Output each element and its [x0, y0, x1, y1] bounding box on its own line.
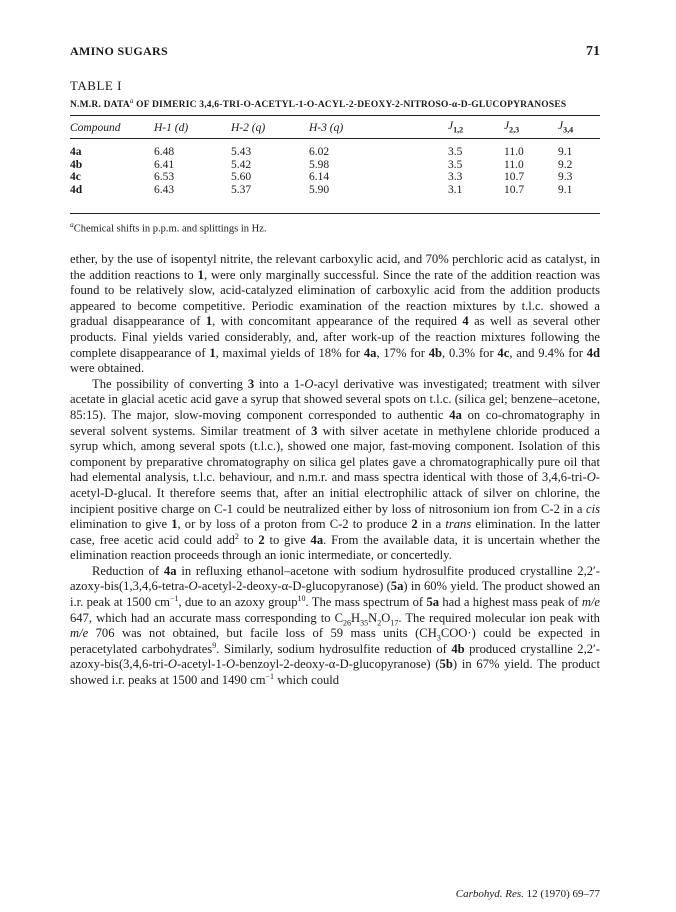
table-row	[70, 171, 600, 184]
footnote-mark: a	[70, 220, 74, 229]
reference-mark: 10	[297, 593, 306, 603]
table-cell: 4a	[70, 146, 82, 158]
subscript: 3	[436, 633, 441, 643]
compound-ref: 1	[171, 517, 178, 532]
text-run: in a	[417, 517, 446, 532]
column-header: H-1 (d)	[154, 121, 189, 134]
compound-ref: 1	[205, 314, 213, 329]
table-cell: 5.43	[231, 146, 252, 158]
table-footnote	[70, 220, 267, 235]
text-run: . From the available data, it is uncertain whether the elimination reaction proceeds through an ionic intermediate, or concertedly.	[70, 532, 600, 563]
subscript: 35	[360, 618, 369, 628]
table-cell: 6.43	[154, 183, 175, 196]
text-run: -glucopyranose) (	[348, 657, 440, 672]
compound-ref: 5a	[390, 579, 404, 594]
text-run: ether, by the use of isopentyl nitrite, the relevant carboxylic acid, and 70% perchloric acid as catalyst, in the addition reactions to	[70, 252, 600, 282]
text-run: had a highest mass peak of	[439, 595, 582, 610]
table-caption	[70, 97, 566, 110]
table-cell: 9.3	[558, 171, 573, 183]
italic-term: cis	[586, 501, 600, 516]
text-run: . The mass spectrum of	[305, 595, 427, 610]
table-cell: 11.0	[504, 158, 524, 171]
table-caption-note-mark: a	[129, 97, 134, 105]
italic-o: O	[304, 376, 314, 391]
subscript: 26	[343, 618, 352, 628]
text-run: Reduction of	[92, 563, 164, 578]
journal-citation	[456, 888, 600, 900]
text-run: , with concomitant appearance of the required	[212, 314, 463, 329]
table-row	[70, 137, 600, 159]
paragraph-1	[70, 252, 600, 377]
j-subscript: 3,4	[563, 125, 574, 135]
table-cell: 10.7	[504, 171, 525, 183]
compound-ref: 2	[258, 532, 265, 547]
text-run: , were only marginally successful. Since the rate of the addition reaction was found to be relatively slow, acid-catalyzed elimination of carboxylic acid from the addition products appeared to become competitive. Periodic examination of the reaction mixtures by t.l.c. showed a gradual disappearance of	[70, 267, 600, 329]
compound-ref: 1	[197, 267, 204, 282]
j-subscript: 2,3	[509, 125, 520, 135]
compound-ref: 4b	[428, 345, 443, 360]
small-caps-d: D	[104, 485, 114, 500]
table-cell: 9.1	[558, 183, 573, 196]
footnote-text: Chemical shifts in p.p.m. and splittings in Hz.	[73, 223, 267, 235]
column-header: H-2 (q)	[231, 121, 266, 134]
italic-term: m/e	[70, 626, 89, 641]
text-run: COO·) could be expected in peracetylated carbohydrates	[70, 626, 601, 656]
nmr-data-table	[70, 118, 600, 196]
running-title: AMINO SUGARS	[70, 44, 168, 58]
body-text	[70, 252, 600, 689]
table-cell: 4d	[70, 183, 83, 196]
italic-o: O	[225, 657, 236, 672]
table-cell: 10.7	[504, 183, 525, 196]
text-run: 706 was not obtained, but facile loss of 59 mass units (CH	[88, 626, 437, 641]
compound-ref: 5b	[439, 657, 453, 672]
table-cell: 6.02	[309, 146, 330, 158]
table-cell: 3.5	[448, 158, 463, 171]
table-cell: 3.3	[448, 171, 463, 183]
subscript: 17	[390, 618, 399, 628]
running-head	[70, 44, 600, 64]
superscript: −1	[169, 593, 179, 603]
table-bottom-rule	[70, 213, 600, 214]
text-run: H	[351, 610, 361, 625]
superscript: −1	[265, 671, 275, 681]
italic-term: m/e	[581, 595, 600, 610]
compound-ref: 4c	[497, 345, 510, 360]
table-cell: 6.14	[309, 171, 330, 183]
column-header-j23	[504, 118, 558, 137]
table-row	[70, 184, 600, 197]
text-run: elimination to give	[70, 517, 172, 532]
compound-ref: 4a	[363, 345, 377, 360]
text-run: The possibility of converting	[92, 376, 248, 391]
small-caps-d: D	[339, 657, 349, 672]
table-cell: 5.37	[231, 183, 252, 196]
table-caption-title: OF DIMERIC 3,4,6-TRI-O-ACETYL-1-O-ACYL-2-DEOXY-2-NITROSO-α-D-GLUCOPYRANOSES	[133, 100, 567, 111]
text-run: produced crystalline 2,2′-azoxy-bis(3,4,6-tri-	[70, 641, 600, 672]
column-header-j12	[448, 118, 504, 137]
text-run: -benzoyl-2-deoxy-α-	[235, 657, 340, 672]
text-run: -acyl derivative was investigated; treatment with silver acetate in glacial acetic acid gave a syrup that showed several spots on t.l.c. (silica gel; benzene–acetone, 85:15). The major, slow-moving component corresponded to authentic	[70, 376, 600, 422]
column-header-j34	[558, 118, 600, 137]
j-subscript: 1,2	[453, 125, 464, 135]
table-cell: 4c	[70, 171, 81, 183]
journal-name: Carbohyd. Res.	[455, 888, 524, 900]
text-run: -glucal. It therefore seems that, after an initial electrophilic attack of silver on chlorine, the incipient positive charge on C-1 could be neutralized either by loss of nitrosonium ion from C-2 in a	[70, 485, 600, 516]
table-top-rule	[70, 115, 600, 116]
text-run: 647, which had an accurate mass corresponding to C	[70, 610, 344, 625]
compound-ref: 4	[462, 314, 469, 329]
text-run: -acetyl-1-	[177, 657, 226, 672]
compound-ref: 4a	[449, 407, 462, 422]
text-run: O	[381, 610, 391, 625]
italic-o: O	[167, 657, 178, 672]
text-run: in refluxing ethanol–acetone with sodium hydrosulfite produced crystalline 2,2′-azoxy-bis(1,3,4,6-tetra-	[70, 563, 600, 594]
table-cell: 5.90	[309, 183, 330, 196]
text-run: to give	[264, 532, 311, 547]
text-run: . The required molecular ion peak with	[398, 610, 600, 625]
paragraph-2	[70, 377, 600, 564]
compound-ref: 1	[209, 345, 216, 360]
journal-volume: 12 (1970) 69–77	[526, 888, 600, 900]
text-run: , due to an azoxy group	[178, 595, 298, 610]
text-run: . Similarly, sodium hydrosulfite reduction of	[216, 641, 452, 656]
text-run: on co-chromatography in several solvent systems. Similar treatment of	[70, 407, 600, 438]
table-cell: 5.98	[309, 158, 330, 171]
compound-ref: 5a	[426, 595, 440, 610]
reference-mark: 9	[212, 640, 217, 650]
table-header-row	[70, 118, 600, 137]
text-run: , and 9.4% for	[509, 345, 587, 360]
text-run: -acetyl-	[70, 470, 600, 500]
small-caps-d: D	[292, 579, 302, 594]
text-run: , 0.3% for	[442, 345, 498, 360]
table-cell: 6.48	[154, 146, 175, 158]
table-cell: 9.1	[558, 146, 573, 158]
page-number: 71	[586, 44, 600, 59]
table-cell: 5.60	[231, 171, 252, 183]
italic-term: trans	[445, 517, 472, 532]
compound-ref: 4a	[163, 563, 177, 578]
table-cell: 3.5	[448, 146, 463, 158]
table-cell: 11.0	[504, 146, 524, 158]
compound-ref: 3	[247, 376, 255, 391]
italic-o: O	[188, 579, 198, 594]
table-cell: 6.53	[154, 171, 175, 183]
compound-ref: 2	[411, 517, 418, 532]
j-symbol: J	[504, 120, 510, 133]
text-run: , or by loss of a proton from C-2 to produce	[177, 517, 412, 532]
table-label: TABLE I	[70, 78, 122, 93]
table-cell: 9.2	[558, 158, 573, 171]
paragraph-3	[70, 564, 600, 689]
text-run: elimination. In the latter case, free acetic acid could add	[70, 517, 600, 547]
compound-ref: 4d	[586, 345, 600, 360]
text-run: , 17% for	[376, 345, 429, 360]
italic-o: O	[586, 470, 596, 485]
table-caption-lead: N.M.R. DATA	[70, 100, 130, 111]
j-symbol: J	[558, 120, 564, 133]
compound-ref: 4a	[310, 532, 324, 547]
text-run: -acetyl-2-deoxy-α-	[197, 579, 293, 594]
table-cell: 4b	[70, 158, 83, 171]
compound-ref: 4b	[451, 641, 465, 656]
column-header: Compound	[70, 121, 121, 134]
text-run: into a 1-	[254, 376, 305, 391]
text-run: ) in 60% yield. The product showed an i.r. peak at 1500 cm	[70, 579, 600, 610]
text-run: , maximal yields of 18% for	[215, 345, 364, 360]
table-cell: 5.42	[231, 158, 252, 171]
j-symbol: J	[448, 120, 454, 133]
text-run: with silver acetate in methylene chloride produced a syrup which, among several spots (t.l.c.), showed one major, fast-moving component. Isolation of this component by preparative chromatography on silica gel plates gave a chromatographically pure oil that had elemental analysis, t.l.c. behaviour, and n.m.r. and mass spectra identical with those of 3,4,6-tri-	[70, 423, 600, 485]
text-run: -glucopyranose) (	[301, 579, 391, 594]
text-run: as well as several other products. Final yields varied considerably, and, after work-up of the reaction mixtures following the complete disappearance of	[70, 314, 600, 360]
text-run: N	[368, 610, 378, 625]
text-run: which could	[274, 673, 340, 688]
subscript: 2	[377, 618, 382, 628]
reference-mark: 2	[234, 531, 239, 541]
table-cell: 6.41	[154, 158, 175, 171]
table-cell: 3.1	[448, 183, 463, 196]
table-row	[70, 159, 600, 172]
compound-ref: 3	[311, 423, 318, 438]
text-run: ) in 67% yield. The product showed i.r. peaks at 1500 and 1490 cm	[70, 657, 601, 688]
text-run: to	[238, 532, 259, 547]
column-header: H-3 (q)	[309, 121, 344, 134]
text-run: were obtained.	[70, 361, 145, 376]
